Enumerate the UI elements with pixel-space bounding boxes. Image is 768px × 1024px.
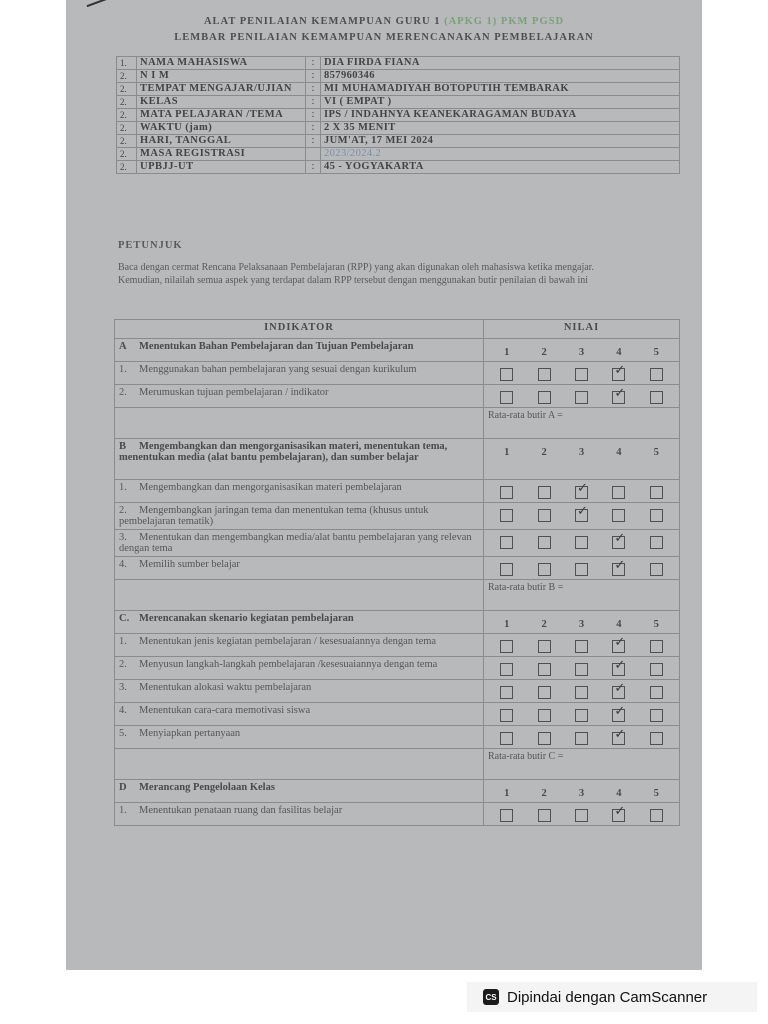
- indicator-text-cell: [115, 362, 484, 385]
- score-cell: [484, 726, 680, 749]
- indicator-row: [115, 680, 680, 703]
- section-text: Merancang Pengelolaan Kelas: [139, 782, 275, 793]
- row-value: 2023/2024.2: [321, 148, 680, 161]
- row-colon: :: [306, 70, 321, 83]
- score-checkbox[interactable]: [500, 536, 513, 549]
- score-checkbox[interactable]: [500, 391, 513, 404]
- indicator-text-cell: [115, 803, 484, 826]
- average-row: [115, 749, 680, 780]
- indicator-number: 4.: [119, 559, 127, 570]
- scale-number: 3: [578, 447, 585, 458]
- score-cell: [484, 480, 680, 503]
- section-title: [115, 780, 484, 803]
- score-checkbox[interactable]: [650, 486, 663, 499]
- indicator-row: [115, 557, 680, 580]
- scale-number: 3: [578, 788, 585, 799]
- petunjuk-heading: PETUNJUK: [118, 240, 183, 251]
- indicator-text: Menyusun langkah-langkah pembelajaran /kesesuaiannya dengan tema: [139, 659, 438, 670]
- score-checkbox[interactable]: [575, 391, 588, 404]
- section-letter: D: [119, 782, 127, 793]
- scale-cell: [484, 611, 680, 634]
- scale-number: 5: [653, 347, 659, 358]
- assessment-table: [114, 319, 680, 826]
- score-checkbox[interactable]: [500, 486, 513, 499]
- row-colon: :: [306, 161, 321, 174]
- score-checkbox[interactable]: [500, 732, 513, 745]
- row-value: DIA FIRDA FIANA: [321, 57, 680, 70]
- scale-number: 1: [504, 447, 510, 458]
- row-number: 2.: [117, 70, 137, 83]
- indicator-number: 1.: [119, 805, 127, 816]
- row-value: IPS / INDAHNYA KEANEKARAGAMAN BUDAYA: [321, 109, 680, 122]
- score-checkbox[interactable]: [650, 686, 663, 699]
- scale-number: 2: [541, 347, 547, 358]
- score-checkbox[interactable]: [538, 709, 551, 722]
- score-checkbox[interactable]: [575, 663, 588, 676]
- score-checkbox[interactable]: [612, 486, 625, 499]
- identity-row: [117, 70, 680, 83]
- empty-cell: [115, 580, 484, 611]
- scale-cell: [484, 339, 680, 362]
- section-row: [115, 339, 680, 362]
- row-label: N I M: [137, 70, 306, 83]
- scale-number: 5: [653, 619, 659, 630]
- identity-row: [117, 96, 680, 109]
- indicator-text: Merumuskan tujuan pembelajaran / indikator: [139, 387, 329, 398]
- scale-number: 1: [504, 347, 510, 358]
- row-label: NAMA MAHASISWA: [137, 57, 306, 70]
- document-title-line2: LEMBAR PENILAIAN KEMAMPUAN MERENCANAKAN PEMBELAJARAN: [174, 32, 594, 43]
- indikator-header: INDIKATOR: [115, 320, 484, 339]
- score-checkbox[interactable]: [538, 809, 551, 822]
- scale-number: 1: [504, 619, 510, 630]
- indicator-text: Memilih sumber belajar: [139, 559, 240, 570]
- row-number: 1.: [117, 57, 137, 70]
- score-checkbox[interactable]: [650, 640, 663, 653]
- score-checkbox[interactable]: [500, 640, 513, 653]
- row-number: 2.: [117, 109, 137, 122]
- indicator-number: 2.: [119, 659, 127, 670]
- scale-number: 5: [653, 447, 659, 458]
- row-colon: :: [306, 83, 321, 96]
- score-checkbox-checked[interactable]: [612, 809, 625, 822]
- identity-row: [117, 109, 680, 122]
- row-value: 857960346: [321, 70, 680, 83]
- indicator-number: 2.: [119, 387, 127, 398]
- indicator-text-cell: [115, 480, 484, 503]
- score-checkbox[interactable]: [538, 563, 551, 576]
- indicator-text: Menentukan dan mengembangkan media/alat bantu pembelajaran yang relevan dengan tema: [119, 532, 472, 554]
- score-checkbox-checked[interactable]: [612, 663, 625, 676]
- score-checkbox-checked[interactable]: [612, 732, 625, 745]
- section-row: [115, 439, 680, 480]
- score-cell: [484, 634, 680, 657]
- indicator-text-cell: [115, 385, 484, 408]
- indicator-text: Menentukan jenis kegiatan pembelajaran / kesesuaiannya dengan tema: [139, 636, 437, 647]
- score-checkbox-checked[interactable]: [612, 391, 625, 404]
- scale-cell: [484, 439, 680, 480]
- row-label: MATA PELAJARAN /TEMA: [137, 109, 306, 122]
- score-checkbox-checked[interactable]: [612, 640, 625, 653]
- score-checkbox-checked[interactable]: [612, 536, 625, 549]
- indicator-number: 4.: [119, 705, 127, 716]
- row-number: 2.: [117, 96, 137, 109]
- score-checkbox[interactable]: [500, 809, 513, 822]
- indicator-row: [115, 530, 680, 557]
- score-checkbox[interactable]: [650, 732, 663, 745]
- section-title: [115, 439, 484, 480]
- score-checkbox-checked[interactable]: [612, 709, 625, 722]
- score-checkbox[interactable]: [575, 709, 588, 722]
- camscanner-logo-icon: CS: [483, 989, 499, 1005]
- score-checkbox[interactable]: [500, 663, 513, 676]
- score-checkbox[interactable]: [575, 640, 588, 653]
- score-checkbox[interactable]: [500, 509, 513, 522]
- indicator-number: 2.: [119, 505, 127, 516]
- score-checkbox[interactable]: [650, 368, 663, 381]
- score-cell: [484, 680, 680, 703]
- section-letter: A: [119, 341, 127, 352]
- indicator-text: Menggunakan bahan pembelajaran yang sesuai dengan kurikulum: [139, 364, 417, 375]
- indicator-row: [115, 503, 680, 530]
- petunjuk-text: Baca dengan cermat Rencana Pelaksanaan Pembelajaran (RPP) yang akan digunakan oleh mahasiswa ketika mengajar. Kemudian, nilailah semua aspek yang terdapat dalam RPP tersebut dengan menggunakan butir penilaian di bawah ini: [118, 262, 594, 286]
- score-checkbox[interactable]: [500, 709, 513, 722]
- score-checkbox[interactable]: [650, 509, 663, 522]
- score-checkbox[interactable]: [500, 563, 513, 576]
- scale-number: 3: [578, 347, 585, 358]
- scale-number: 2: [541, 788, 547, 799]
- indicator-text-cell: [115, 503, 484, 530]
- row-colon: :: [306, 122, 321, 135]
- score-checkbox[interactable]: [538, 536, 551, 549]
- score-checkbox-checked[interactable]: [575, 486, 588, 499]
- scale-number: 1: [504, 788, 510, 799]
- section-title: [115, 611, 484, 634]
- score-checkbox[interactable]: [538, 663, 551, 676]
- indicator-number: 1.: [119, 482, 127, 493]
- score-checkbox[interactable]: [650, 809, 663, 822]
- score-checkbox-checked[interactable]: [612, 368, 625, 381]
- indicator-number: 3.: [119, 682, 127, 693]
- score-checkbox[interactable]: [650, 391, 663, 404]
- score-checkbox[interactable]: [575, 809, 588, 822]
- row-label: TEMPAT MENGAJAR/UJIAN: [137, 83, 306, 96]
- score-checkbox[interactable]: [538, 640, 551, 653]
- section-title: [115, 339, 484, 362]
- document-title-line1: ALAT PENILAIAN KEMAMPUAN GURU 1 (APKG 1) PKM PGSD: [203, 16, 565, 27]
- indicator-row: [115, 362, 680, 385]
- score-checkbox[interactable]: [538, 732, 551, 745]
- score-checkbox[interactable]: [538, 368, 551, 381]
- indicator-row: [115, 385, 680, 408]
- score-checkbox[interactable]: [575, 732, 588, 745]
- section-row: [115, 780, 680, 803]
- section-text: Merencanakan skenario kegiatan pembelajaran: [139, 613, 354, 624]
- empty-cell: [115, 749, 484, 780]
- row-number: 2.: [117, 135, 137, 148]
- indicator-text: Menyiapkan pertanyaan: [139, 728, 241, 739]
- nilai-header: NILAI: [484, 320, 680, 339]
- identity-row: [117, 122, 680, 135]
- scale-number: 4: [616, 347, 622, 358]
- row-number: 2.: [117, 122, 137, 135]
- camscanner-watermark: [467, 982, 757, 1012]
- indicator-row: [115, 657, 680, 680]
- row-colon: :: [306, 96, 321, 109]
- score-cell: [484, 703, 680, 726]
- row-label: KELAS: [137, 96, 306, 109]
- row-number: 2.: [117, 161, 137, 174]
- score-checkbox[interactable]: [612, 509, 625, 522]
- indicator-number: 5.: [119, 728, 127, 739]
- average-label: Rata-rata butir C =: [484, 749, 680, 780]
- indicator-text-cell: [115, 680, 484, 703]
- row-number: 2.: [117, 83, 137, 96]
- score-checkbox[interactable]: [538, 486, 551, 499]
- score-cell: [484, 530, 680, 557]
- indicator-text-cell: [115, 634, 484, 657]
- indicator-row: [115, 803, 680, 826]
- score-checkbox[interactable]: [575, 368, 588, 381]
- row-value: 2 X 35 MENIT: [321, 122, 680, 135]
- score-cell: [484, 657, 680, 680]
- indicator-text-cell: [115, 530, 484, 557]
- score-checkbox[interactable]: [650, 563, 663, 576]
- average-row: [115, 580, 680, 611]
- score-checkbox-checked[interactable]: [612, 563, 625, 576]
- section-text: Mengembangkan dan mengorganisasikan materi, menentukan tema, menentukan media (alat bantu pembelajaran), dan sumber belajar: [119, 441, 448, 463]
- row-label: WAKTU (jam): [137, 122, 306, 135]
- table-header-row: [115, 320, 680, 339]
- indicator-text-cell: [115, 703, 484, 726]
- indicator-row: [115, 726, 680, 749]
- indicator-text: Menentukan penataan ruang dan fasilitas belajar: [139, 805, 343, 816]
- score-checkbox[interactable]: [575, 686, 588, 699]
- score-checkbox[interactable]: [575, 536, 588, 549]
- camscanner-text: Dipindai dengan CamScanner: [507, 988, 708, 1006]
- row-value: JUM'AT, 17 MEI 2024: [321, 135, 680, 148]
- indicator-number: 3.: [119, 532, 127, 543]
- score-checkbox[interactable]: [500, 368, 513, 381]
- row-colon: :: [306, 109, 321, 122]
- section-letter: B: [119, 441, 127, 452]
- scale-number: 3: [578, 619, 585, 630]
- row-colon: :: [306, 135, 321, 148]
- section-row: [115, 611, 680, 634]
- score-cell: [484, 362, 680, 385]
- indicator-text: Menentukan cara-cara memotivasi siswa: [139, 705, 311, 716]
- row-number: 2.: [117, 148, 137, 161]
- row-colon: [306, 148, 321, 161]
- score-cell: [484, 503, 680, 530]
- indicator-text: Mengembangkan jaringan tema dan menentukan tema (khusus untuk pembelajaran tematik): [119, 505, 429, 527]
- scale-cell: [484, 780, 680, 803]
- identity-row: [117, 57, 680, 70]
- row-value: MI MUHAMADIYAH BOTOPUTIH TEMBARAK: [321, 83, 680, 96]
- score-checkbox[interactable]: [650, 663, 663, 676]
- score-cell: [484, 557, 680, 580]
- indicator-number: 1.: [119, 364, 127, 375]
- empty-cell: [115, 408, 484, 439]
- indicator-number: 1.: [119, 636, 127, 647]
- score-checkbox[interactable]: [650, 536, 663, 549]
- indicator-row: [115, 703, 680, 726]
- section-text: Menentukan Bahan Pembelajaran dan Tujuan Pembelajaran: [139, 341, 414, 352]
- average-row: [115, 408, 680, 439]
- identity-row: [117, 148, 680, 161]
- score-checkbox[interactable]: [650, 709, 663, 722]
- identity-row: [117, 161, 680, 174]
- indicator-text-cell: [115, 726, 484, 749]
- score-checkbox[interactable]: [575, 563, 588, 576]
- scale-number: 4: [616, 619, 622, 630]
- identity-row: [117, 135, 680, 148]
- row-value: VI ( EMPAT ): [321, 96, 680, 109]
- indicator-text-cell: [115, 557, 484, 580]
- section-letter: C.: [119, 613, 130, 624]
- scale-number: 4: [616, 788, 622, 799]
- scale-number: 2: [541, 447, 547, 458]
- score-checkbox[interactable]: [538, 509, 551, 522]
- score-checkbox[interactable]: [500, 686, 513, 699]
- identity-row: [117, 83, 680, 96]
- indicator-text-cell: [115, 657, 484, 680]
- scale-number: 2: [541, 619, 547, 630]
- indicator-row: [115, 634, 680, 657]
- score-cell: [484, 385, 680, 408]
- indicator-text: Menentukan alokasi waktu pembelajaran: [139, 682, 312, 693]
- row-label: MASA REGISTRASI: [137, 148, 306, 161]
- score-cell: [484, 803, 680, 826]
- row-colon: :: [306, 57, 321, 70]
- score-checkbox[interactable]: [538, 686, 551, 699]
- scale-number: 4: [616, 447, 622, 458]
- row-value: 45 - YOGYAKARTA: [321, 161, 680, 174]
- average-label: Rata-rata butir A =: [484, 408, 680, 439]
- scale-number: 5: [653, 788, 659, 799]
- indicator-row: [115, 480, 680, 503]
- average-label: Rata-rata butir B =: [484, 580, 680, 611]
- indicator-text: Mengembangkan dan mengorganisasikan materi pembelajaran: [139, 482, 402, 493]
- row-label: HARI, TANGGAL: [137, 135, 306, 148]
- scanned-paper: [66, 0, 702, 970]
- identity-table: [116, 56, 680, 174]
- score-checkbox-checked[interactable]: [575, 509, 588, 522]
- score-checkbox-checked[interactable]: [612, 686, 625, 699]
- score-checkbox[interactable]: [538, 391, 551, 404]
- row-label: UPBJJ-UT: [137, 161, 306, 174]
